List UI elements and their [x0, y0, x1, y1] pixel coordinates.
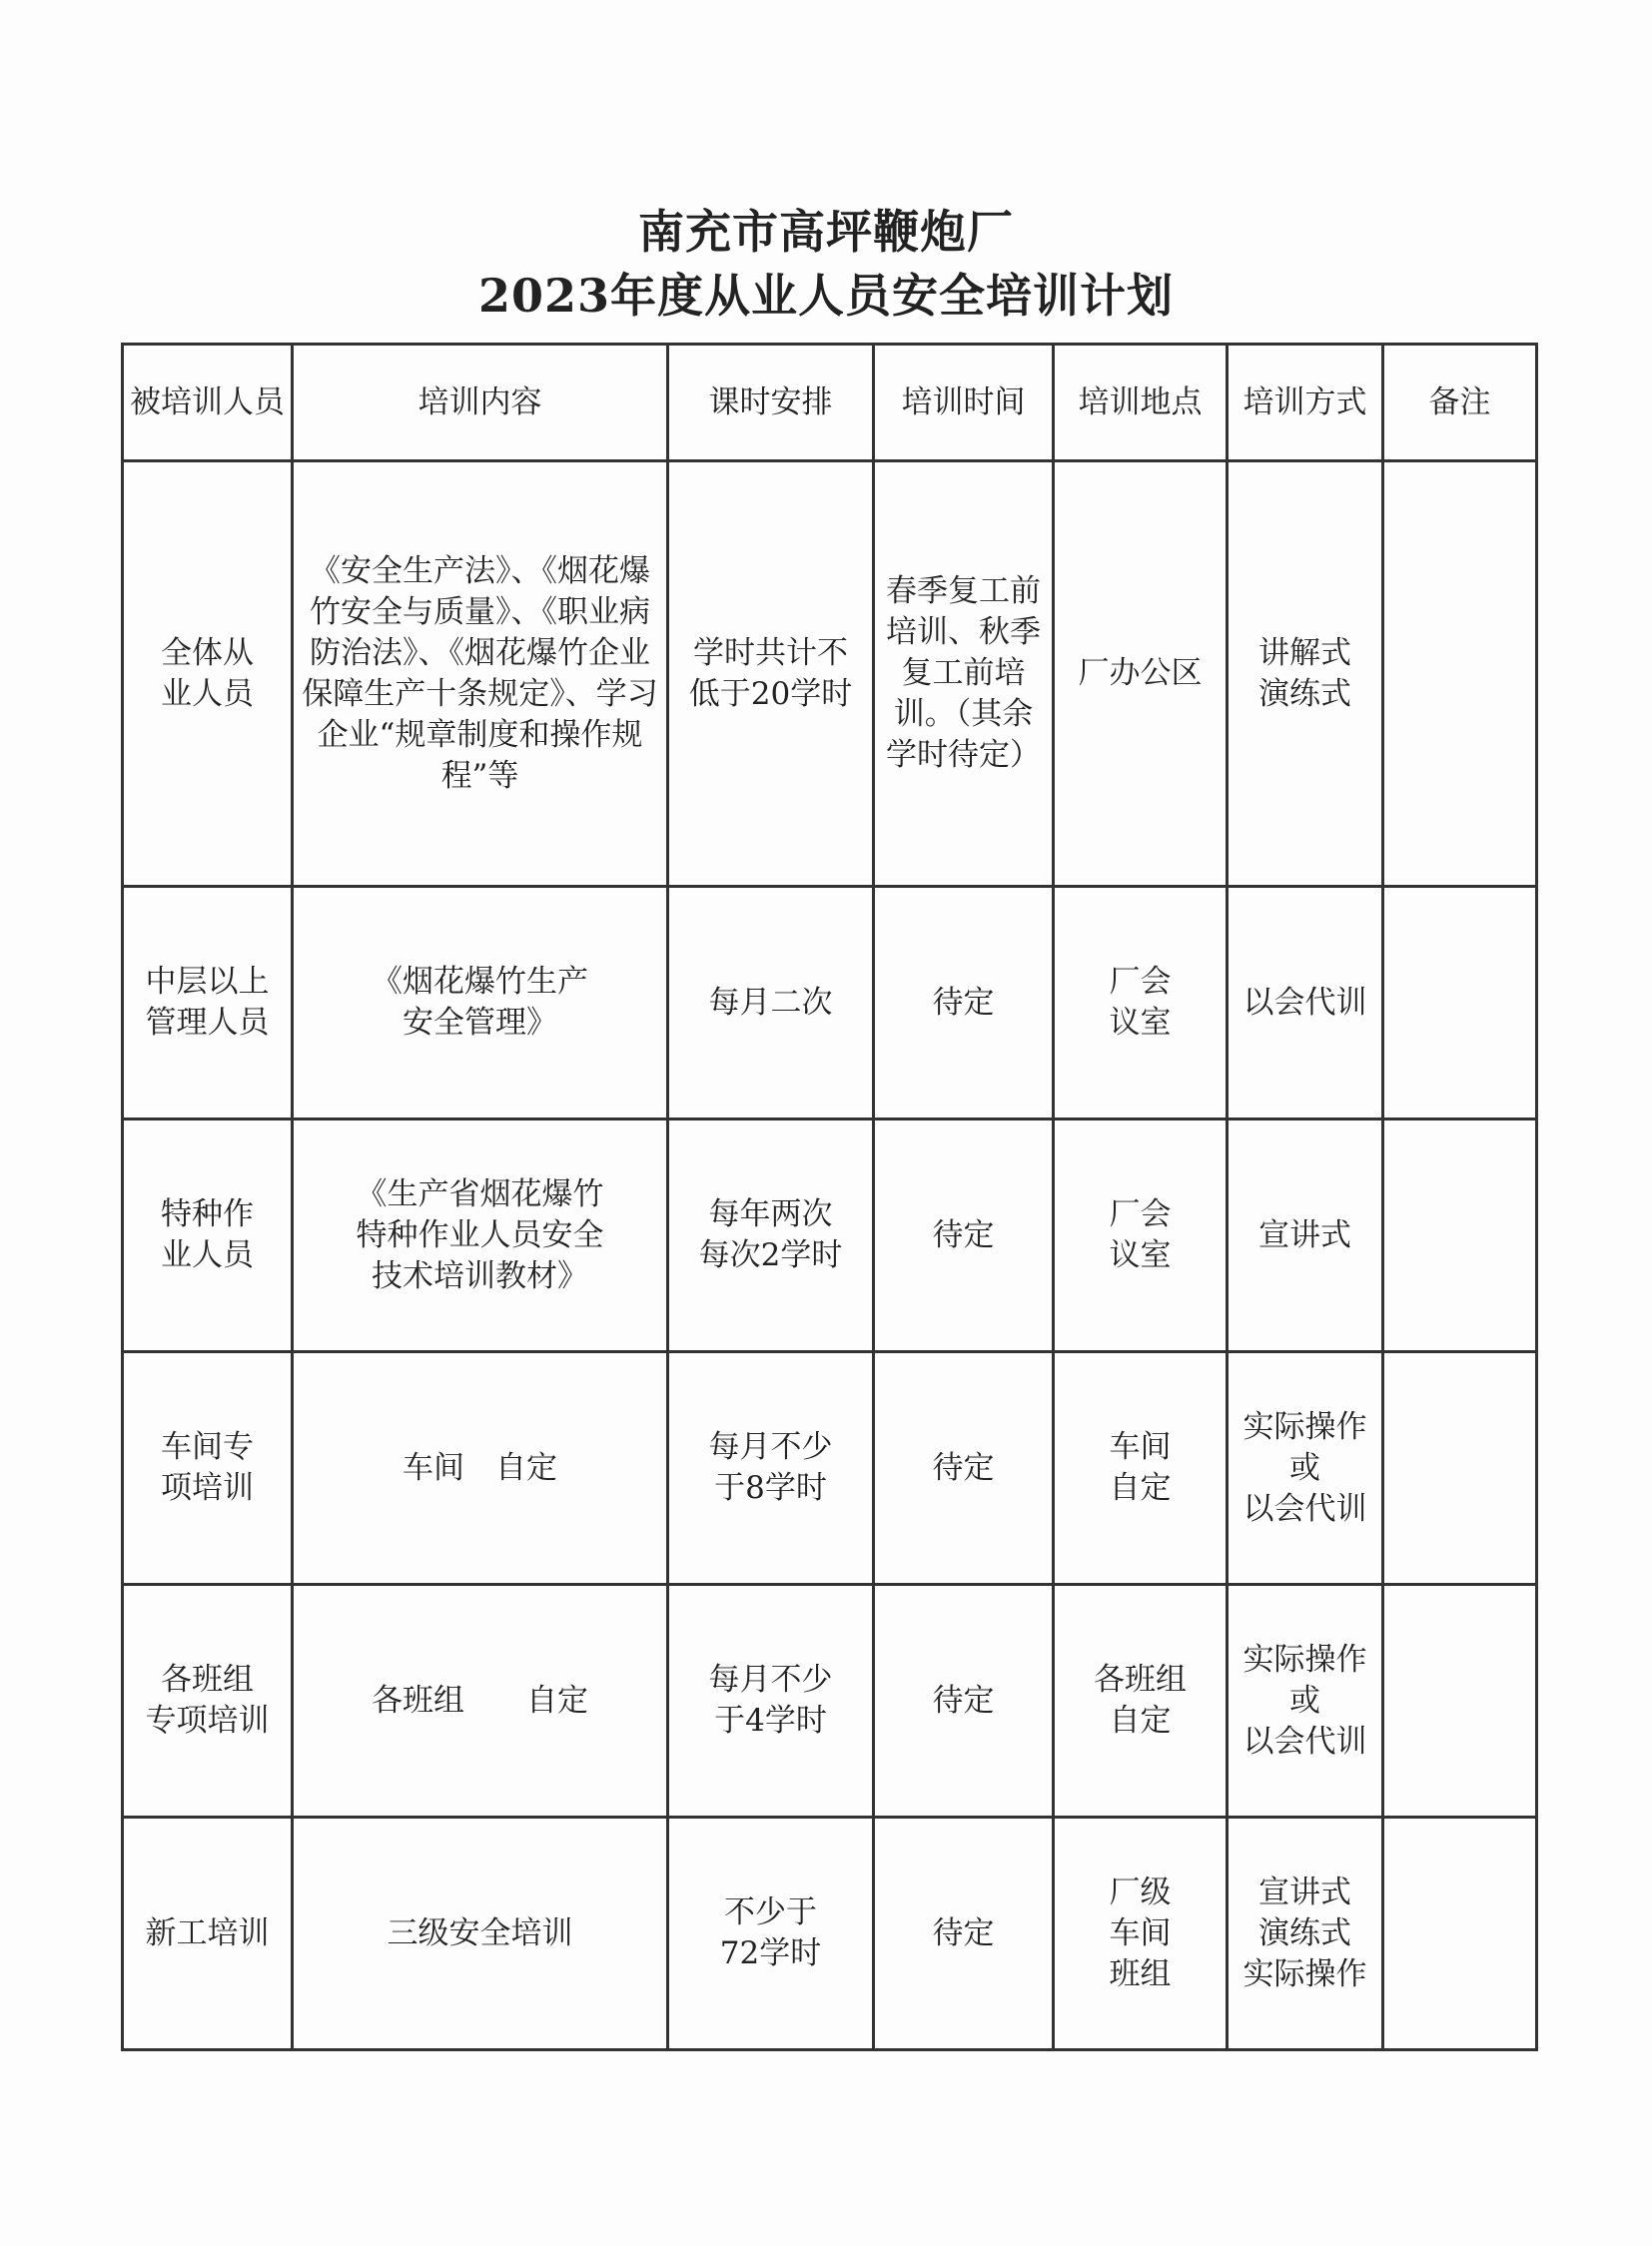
cell-content: 各班组 自定: [293, 1585, 668, 1818]
header-trainee: 被培训人员: [123, 345, 293, 461]
title-plan: 2023年度从业人员安全培训计划: [477, 269, 1175, 323]
table-row: [123, 1352, 1537, 1585]
cell-remark: [1383, 1585, 1537, 1818]
cell-trainee: 各班组 专项培训: [123, 1585, 293, 1818]
cell-location: 厂级 车间 班组: [1054, 1818, 1228, 2050]
cell-location: 车间 自定: [1054, 1352, 1228, 1585]
cell-time: 待定: [874, 1818, 1054, 2050]
cell-trainee: 车间专 项培训: [123, 1352, 293, 1585]
cell-trainee: 全体从 业人员: [123, 461, 293, 887]
table-row: [123, 1585, 1537, 1818]
cell-trainee: 中层以上 管理人员: [123, 887, 293, 1120]
table-header-row: [123, 345, 1537, 461]
cell-time: 待定: [874, 1120, 1054, 1352]
cell-remark: [1383, 887, 1537, 1120]
cell-remark: [1383, 1352, 1537, 1585]
cell-hours: 不少于 72学时: [668, 1818, 874, 2050]
cell-method: 以会代训: [1228, 887, 1383, 1120]
cell-remark: [1383, 1120, 1537, 1352]
table-row: [123, 887, 1537, 1120]
table-row: [123, 1818, 1537, 2050]
cell-hours: 学时共计不 低于20学时: [668, 461, 874, 887]
header-content: 培训内容: [293, 345, 668, 461]
cell-content: 车间 自定: [293, 1352, 668, 1585]
cell-method: 实际操作 或 以会代训: [1228, 1585, 1383, 1818]
cell-hours: 每月不少 于4学时: [668, 1585, 874, 1818]
cell-location: 厂会 议室: [1054, 887, 1228, 1120]
cell-content: 《安全生产法》、《烟花爆竹安全与质量》、《职业病防治法》、《烟花爆竹企业保障生产十条规定》、学习企业“规章制度和操作规程”等: [293, 461, 668, 887]
cell-time: 待定: [874, 1352, 1054, 1585]
cell-time: 待定: [874, 887, 1054, 1120]
cell-hours: 每年两次 每次2学时: [668, 1120, 874, 1352]
cell-time: 春季复工前培训、秋季复工前培训。（其余学时待定）: [874, 461, 1054, 887]
cell-trainee: 新工培训: [123, 1818, 293, 2050]
cell-location: 各班组 自定: [1054, 1585, 1228, 1818]
cell-hours: 每月不少 于8学时: [668, 1352, 874, 1585]
table-row: [123, 1120, 1537, 1352]
cell-content: 三级安全培训: [293, 1818, 668, 2050]
cell-method: 宣讲式 演练式 实际操作: [1228, 1818, 1383, 2050]
cell-time: 待定: [874, 1585, 1054, 1818]
header-time: 培训时间: [874, 345, 1054, 461]
cell-method: 宣讲式: [1228, 1120, 1383, 1352]
header-remark: 备注: [1383, 345, 1537, 461]
cell-method: 实际操作 或 以会代训: [1228, 1352, 1383, 1585]
cell-location: 厂会 议室: [1054, 1120, 1228, 1352]
cell-trainee: 特种作 业人员: [123, 1120, 293, 1352]
cell-location: 厂办公区: [1054, 461, 1228, 887]
title-block: [0, 200, 1652, 328]
header-hours: 课时安排: [668, 345, 874, 461]
cell-remark: [1383, 1818, 1537, 2050]
cell-content: 《生产省烟花爆竹 特种作业人员安全 技术培训教材》: [293, 1120, 668, 1352]
cell-hours: 每月二次: [668, 887, 874, 1120]
cell-method: 讲解式 演练式: [1228, 461, 1383, 887]
table-row: [123, 461, 1537, 887]
header-location: 培训地点: [1054, 345, 1228, 461]
cell-remark: [1383, 461, 1537, 887]
title-company: 南充市高坪鞭炮厂: [638, 205, 1014, 259]
header-method: 培训方式: [1228, 345, 1383, 461]
cell-content: 《烟花爆竹生产 安全管理》: [293, 887, 668, 1120]
training-plan-table: [121, 343, 1538, 2051]
